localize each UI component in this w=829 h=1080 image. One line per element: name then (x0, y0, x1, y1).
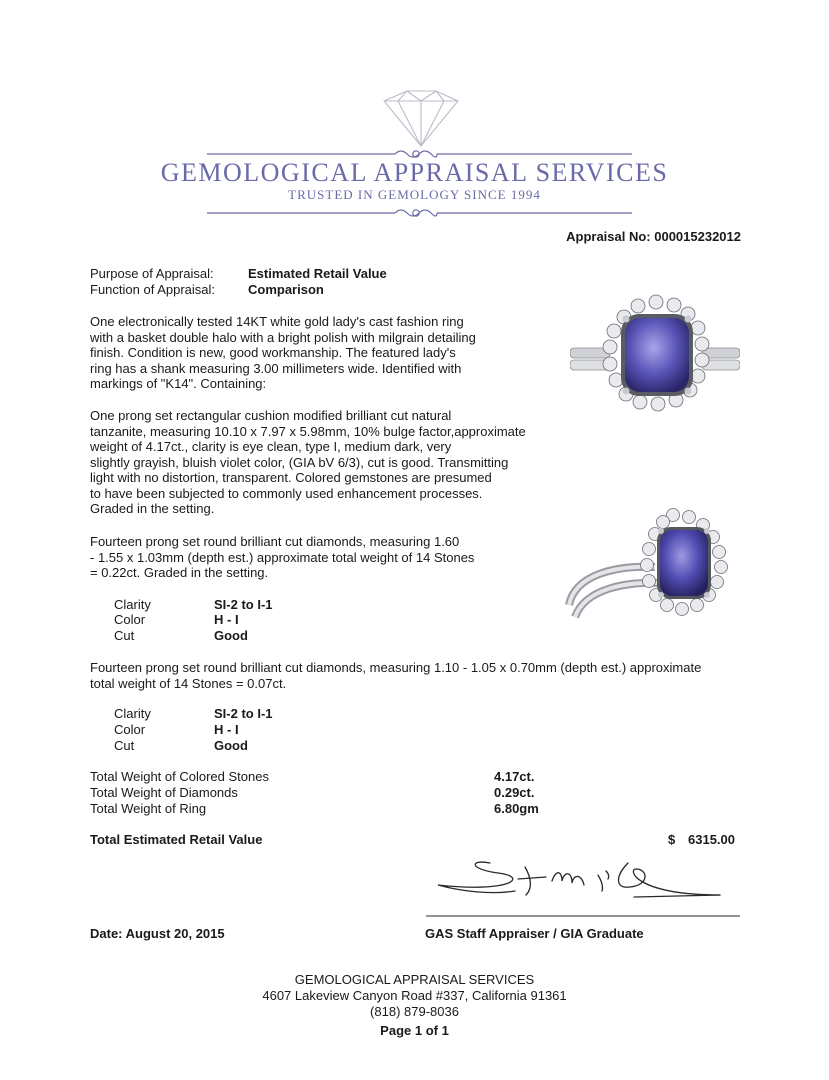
center-stone-description (90, 408, 526, 517)
stone-line: slightly grayish, bluish violet color, (GIA bV 6/3), cut is good. Transmitting (90, 454, 509, 470)
diamonds-1-line: Fourteen prong set round brilliant cut diamonds, measuring 1.60 (90, 534, 460, 549)
top-ornament-rule (207, 151, 632, 157)
cut-value-2: Good (214, 738, 248, 753)
ring-weight-label: Total Weight of Ring (90, 801, 207, 816)
function-value: Comparison (248, 282, 324, 297)
stone-line: tanzanite, measuring 10.10 x 7.97 x 5.98mm, 10% bulge factor,approximate (90, 423, 526, 439)
appraiser-signature (420, 845, 750, 925)
stone-line: light with no distortion, transparent. Colored gemstones are presumed (90, 470, 492, 485)
diamonds-2-line: Fourteen prong set round brilliant cut diamonds, measuring 1.10 - 1.05 x 0.70mm (depth est.) approximate (90, 660, 702, 675)
diamonds-1-line: - 1.55 x 1.03mm (depth est.) approximate total weight of 14 Stones (90, 549, 475, 565)
description-line: finish. Condition is new, good workmanship. The featured lady's (90, 345, 456, 360)
footer-phone: (818) 879-8036 (370, 1004, 459, 1019)
function-label: Function of Appraisal: (90, 282, 216, 297)
stone-line: One prong set rectangular cushion modified brilliant cut natural (90, 408, 452, 423)
diamonds-weight: 0.29ct. (494, 785, 535, 800)
color-value-2: H - I (214, 722, 239, 737)
retail-value-label: Total Estimated Retail Value (90, 832, 263, 847)
signer-title: GAS Staff Appraiser / GIA Graduate (425, 926, 644, 941)
bottom-ornament-rule (207, 210, 632, 216)
cut-label-2: Cut (114, 738, 135, 753)
colored-stones-weight: 4.17ct. (494, 769, 535, 784)
footer-company: GEMOLOGICAL APPRAISAL SERVICES (294, 972, 535, 987)
purpose-label: Purpose of Appraisal: (90, 266, 214, 281)
description-line: with a basket double halo with a bright polish with milgrain detailing (90, 329, 476, 345)
diamonds-1-line: = 0.22ct. Graded in the setting. (90, 565, 269, 580)
appraisal-date: Date: August 20, 2015 (90, 926, 225, 941)
retail-value-amount: 6315.00 (688, 832, 735, 847)
ring-weight: 6.80gm (494, 801, 539, 816)
clarity-value-2: SI-2 to I-1 (214, 706, 273, 721)
stone-line: to have been subjected to commonly used enhancement processes. (90, 485, 483, 501)
appraisal-number: Appraisal No: 000015232012 (566, 229, 741, 244)
cut-label-1: Cut (114, 628, 135, 643)
color-label-2: Color (114, 722, 146, 737)
diamond-logo-icon (384, 91, 458, 146)
ring-photo-angled (565, 505, 745, 635)
company-logo (0, 80, 829, 230)
diamonds-2-description (90, 660, 701, 691)
clarity-label-1: Clarity (114, 597, 151, 612)
cut-value-1: Good (214, 628, 248, 643)
diamonds-1-description (90, 534, 474, 581)
clarity-value-1: SI-2 to I-1 (214, 597, 273, 612)
company-name: GEMOLOGICAL APPRAISAL SERVICES (160, 158, 669, 187)
ring-photo-top (570, 294, 740, 424)
stone-line: weight of 4.17ct., clarity is eye clean, type I, medium dark, very (90, 439, 452, 454)
page-number: Page 1 of 1 (380, 1023, 449, 1038)
stone-line: Graded in the setting. (90, 501, 215, 516)
currency-symbol: $ (668, 832, 676, 847)
color-value-1: H - I (214, 612, 239, 627)
purpose-value: Estimated Retail Value (248, 266, 387, 281)
diamonds-2-line: total weight of 14 Stones = 0.07ct. (90, 675, 287, 691)
description-line: One electronically tested 14KT white gold lady's cast fashion ring (90, 314, 464, 329)
color-label-1: Color (114, 612, 146, 627)
footer-address: 4607 Lakeview Canyon Road #337, California 91361 (262, 988, 567, 1003)
colored-stones-weight-label: Total Weight of Colored Stones (90, 769, 269, 784)
ring-description (90, 314, 476, 392)
description-line: ring has a shank measuring 3.00 millimeters wide. Identified with (90, 360, 462, 376)
description-line: markings of "K14". Containing: (90, 376, 267, 391)
diamonds-weight-label: Total Weight of Diamonds (90, 785, 238, 800)
company-tagline: TRUSTED IN GEMOLOGY SINCE 1994 (288, 187, 541, 202)
clarity-label-2: Clarity (114, 706, 151, 721)
